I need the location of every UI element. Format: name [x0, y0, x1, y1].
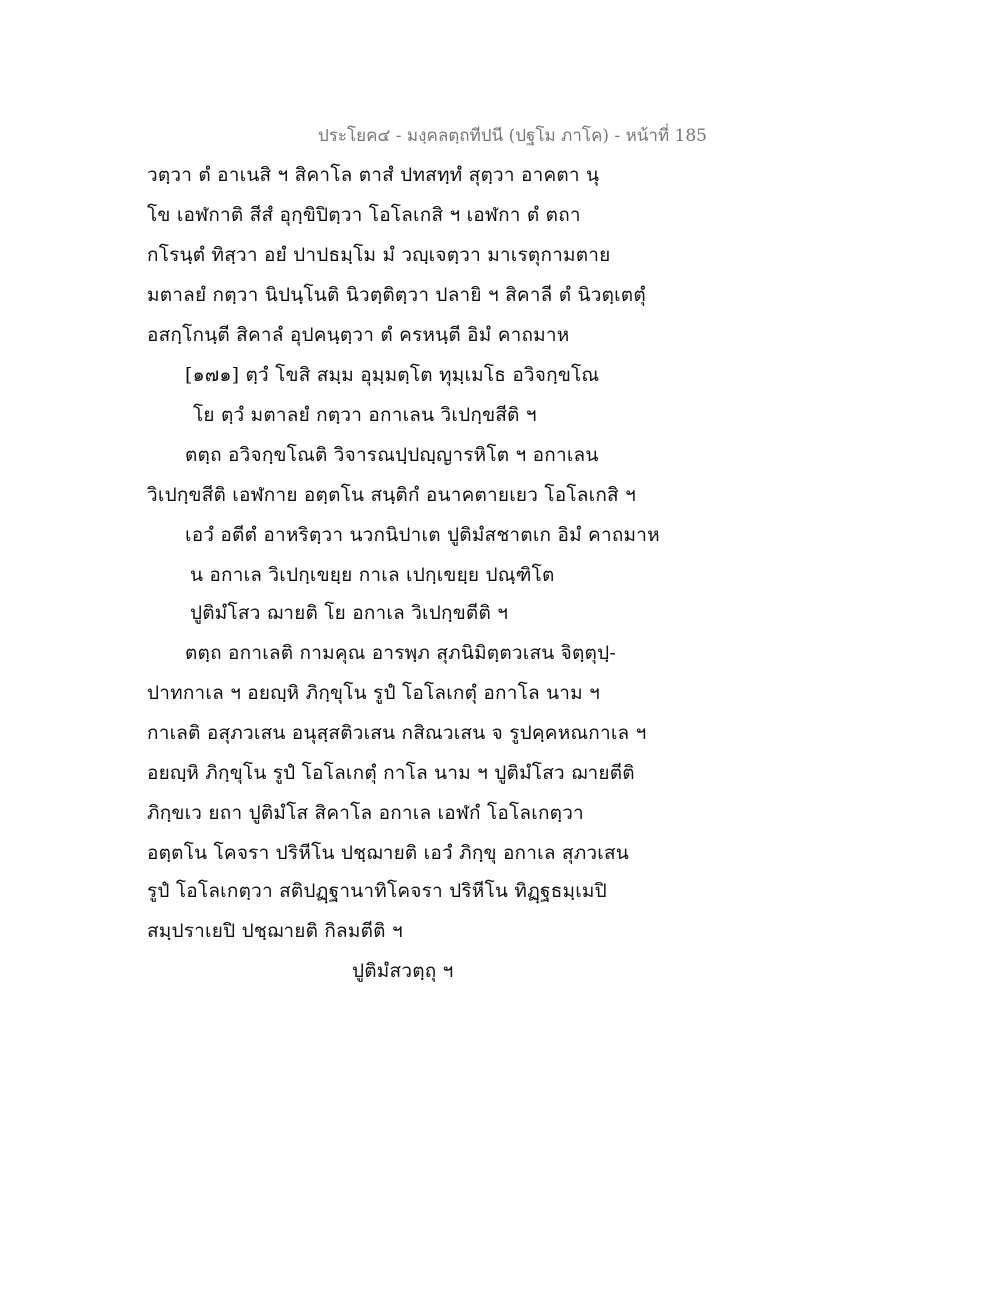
text-line: กโรนฺตํ ทิสฺวา อยํ ปาปธมฺโม มํ วญฺเจตฺวา มาเรตุกามตาย [147, 244, 611, 266]
text-line: กาเลติ อสุภวเสน อนุสฺสติวเสน กสิณวเสน จ รูปคฺคหณกาเล ฯ [147, 722, 647, 744]
verse-line: [๑๗๑] ตฺวํ โขสิ สมฺม อุมฺมตฺโต ทุมฺเมโธ อวิจกฺขโณ [185, 364, 600, 386]
text-line: โข เอฬกาติ สีสํ อุกฺขิปิตฺวา โอโลเกสิ ฯ เอฬกา ตํ ตถา [147, 204, 581, 226]
text-line: อตฺตโน โคจรา ปริหีโน ปชฺฌายติ เอวํ ภิกฺขุ อกาเล สุภวเสน [147, 842, 629, 864]
text-line: เอวํ อตีตํ อาหริตฺวา นวกนิปาเต ปูติมํสชาตเก อิมํ คาถมาห [185, 524, 660, 546]
text-line: สมฺปราเยปิ ปชฺฌายติ กิลมตีติ ฯ [147, 920, 403, 942]
text-line: อสกฺโกนฺตี สิคาลํ อุปคนฺตฺวา ตํ ครหนฺตี อิมํ คาถมาห [147, 324, 570, 346]
text-line: มตาลยํ กตฺวา นิปนฺโนติ นิวตฺติตฺวา ปลายิ ฯ สิคาลี ตํ นิวตฺเตตุํ [147, 284, 646, 306]
section-end-title: ปูติมํสวตฺถุ ฯ [352, 960, 454, 982]
text-line: ปาทกาเล ฯ อยญฺหิ ภิกฺขุโน รูปํ โอโลเกตุํ อกาโล นาม ฯ [147, 682, 600, 704]
verse-line: ปูติมํโสว ฌายติ โย อกาเล วิเปกฺขตีติ ฯ [190, 602, 509, 624]
verse-line: น อกาเล วิเปกฺเขยฺย กาเล เปกฺเขยฺย ปณฺฑิโต [190, 564, 555, 586]
header-text: ประโยค๔ - มงฺคลตฺถทีปนี (ปฐโม ภาโค) - หน้าที่ 185 [318, 126, 707, 146]
text-line: ภิกฺขเว ยถา ปูติมํโส สิคาโล อกาเล เอฬกํ โอโลเกตฺวา [147, 802, 584, 824]
text-line: ตตฺถ อวิจกฺขโณติ วิจารณปฺปญฺญารหิโต ฯ อกาเลน [185, 444, 599, 466]
text-line: อยญฺหิ ภิกฺขุโน รูปํ โอโลเกตุํ กาโล นาม ฯ ปูติมํโสว ฌายตีติ [147, 762, 635, 784]
text-line: วิเปกฺขสีติ เอฬกาย อตฺตโน สนฺติกํ อนาคตายเยว โอโลเกสิ ฯ [147, 484, 636, 506]
text-line: รูปํ โอโลเกตฺวา สติปฏฺฐานาทิโคจรา ปริหีโน ทิฏฺฐธมฺเมปิ [147, 880, 607, 902]
verse-line: โย ตฺวํ มตาลยํ กตฺวา อกาเลน วิเปกฺขสีติ ฯ [193, 404, 537, 426]
text-line: วตฺวา ตํ อาเนสิ ฯ สิคาโล ตาสํ ปทสทฺทํ สุตฺวา อาคตา นุ [147, 164, 600, 186]
text-line: ตตฺถ อกาเลติ กามคุณ อารพฺภ สุภนิมิตฺตวเสน จิตฺตุปฺ- [185, 642, 616, 664]
